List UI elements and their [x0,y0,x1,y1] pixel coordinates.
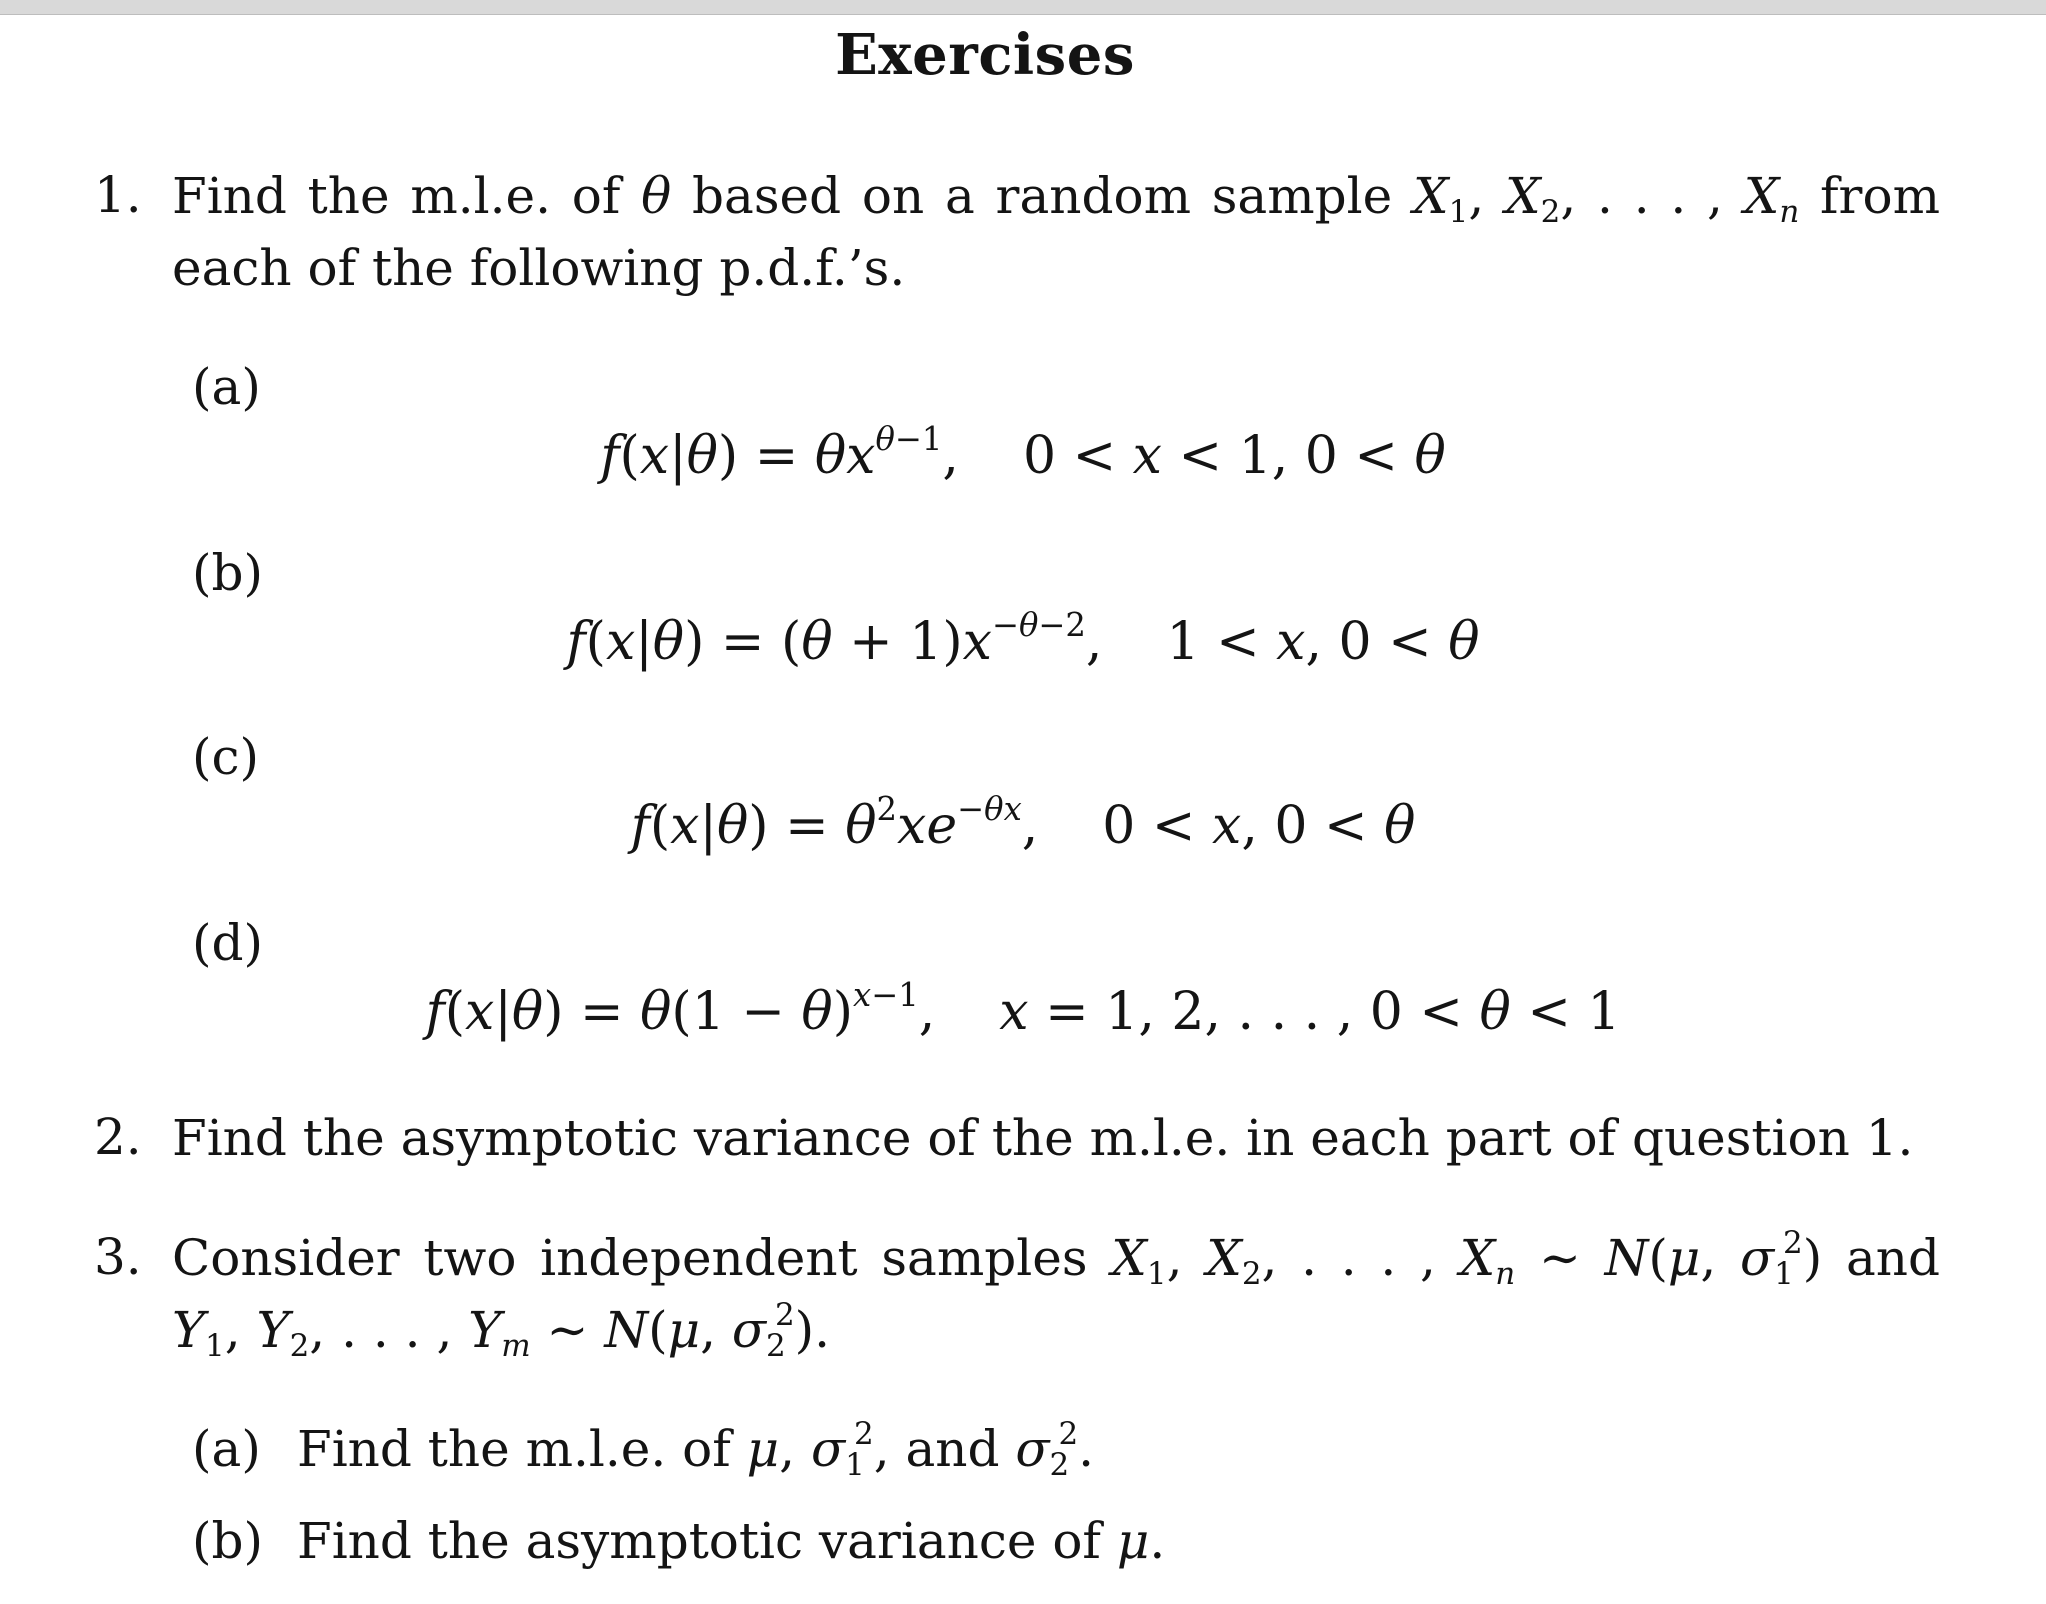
question-3-line-2: $Y_1$, $Y_2$, . . . , $Y_m$ ∼ N(μ, $\sigma_2^2$). [172,1296,831,1364]
question-3-line-1: Consider two independent samples $X_1$, $X_2$, . . . , $X_n$ ∼ N(μ, $\sigma_1^2$) and [172,1224,1941,1292]
question-1-part-c-label: (c) [192,728,260,786]
question-1-part-d-label: (d) [192,914,264,972]
question-3-text [172,1222,1940,1366]
question-1-line-1: Find the m.l.e. of θ based on a random sample $X_1$, $X_2$, . . . , $X_n$ from [172,167,1940,230]
question-1-line-2: each of the following p.d.f.’s. [172,239,906,297]
question-3-part-b-text: Find the asymptotic variance of μ. [297,1512,1166,1570]
question-2-number: 2. [94,1108,142,1166]
page-title: Exercises [835,22,1135,88]
question-1-part-a-formula: $f(x|\theta) = \theta x^{\theta-1}$, 0 < x < 1, 0 < θ [600,419,1446,486]
question-1-part-c-formula: $f(x|\theta) = \theta^2xe^{-\theta x}$, 0 < x, 0 < θ [630,789,1416,856]
question-3-part-a-text: Find the m.l.e. of μ, $\sigma_1^2$, and $\sigma_2^2$. [297,1415,1095,1483]
question-3-number: 3. [94,1228,142,1286]
question-2-text: Find the asymptotic variance of the m.l.e. in each part of question 1. [172,1109,1914,1167]
question-3-part-a-label: (a) [192,1420,261,1478]
question-1-part-b-formula: $f(x|\theta) = (\theta + 1)x^{-\theta-2}$, 1 < x, 0 < θ [566,605,1480,672]
question-1-number: 1. [94,166,142,224]
question-1-part-d-formula: $f(x|\theta) = \theta(1 - \theta)^{x-1}$, x = 1, 2, . . . , 0 < θ < 1 [425,975,1621,1042]
question-1-part-b-label: (b) [192,544,264,602]
question-1-part-a-label: (a) [192,358,261,416]
question-3-part-b-label: (b) [192,1512,264,1570]
question-1-text [172,160,1940,304]
